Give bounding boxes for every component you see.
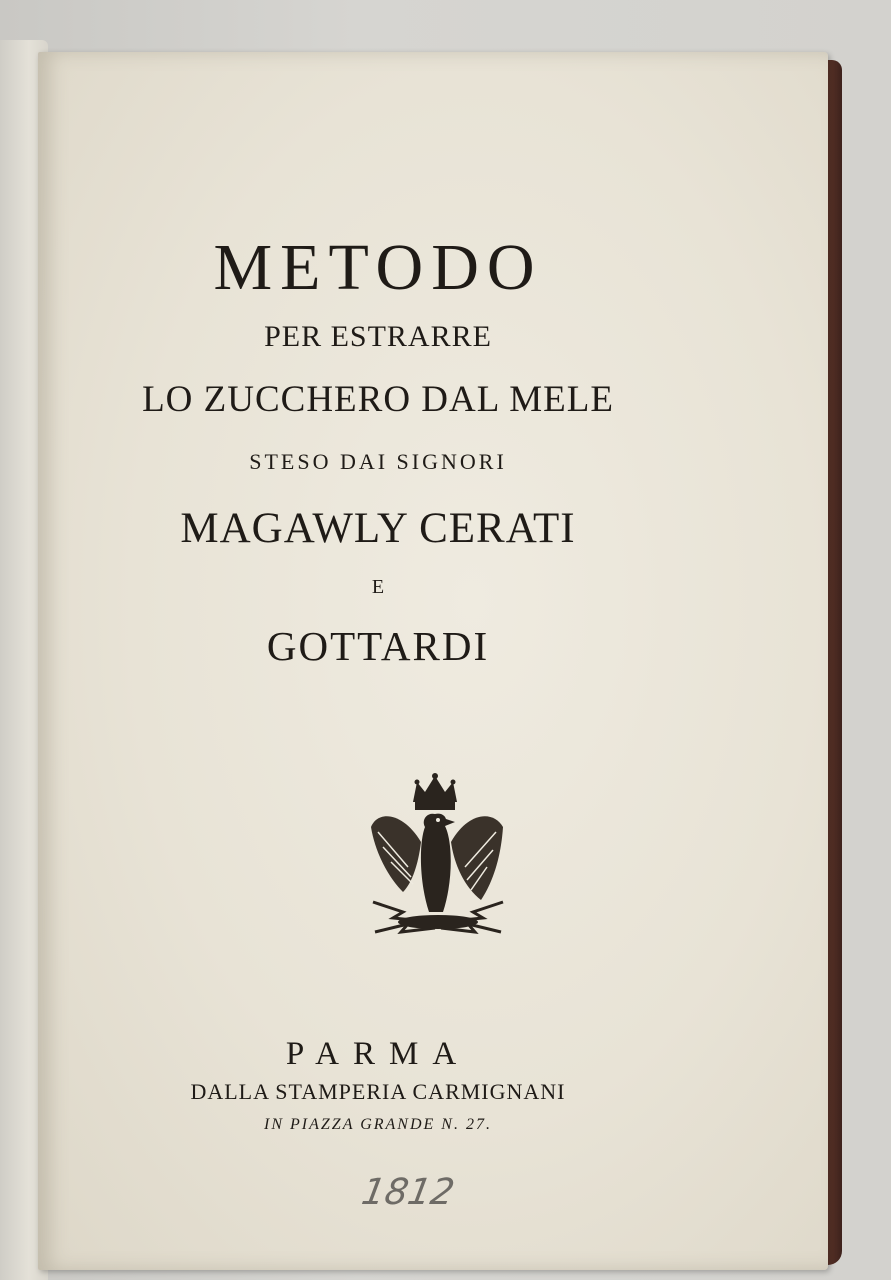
subtitle-line-3: STESO DAI SIGNORI [249, 449, 507, 474]
handwritten-year: 1812 [358, 1172, 458, 1213]
title-page [38, 52, 828, 1270]
book-title: METODO [213, 231, 543, 304]
imprint-address: IN PIAZZA GRANDE N. 27. [264, 1116, 492, 1133]
subtitle-line-2: LO ZUCCHERO DAL MELE [142, 379, 614, 420]
crowned-eagle-icon [363, 772, 513, 952]
authors-line-2: GOTTARDI [266, 623, 490, 669]
authors-line-1: MAGAWLY CERATI [180, 505, 576, 552]
subtitle-line-1: PER ESTRARRE [264, 320, 492, 353]
authors-conjunction: E [371, 576, 385, 598]
imprint-printer: DALLA STAMPERIA CARMIGNANI [190, 1079, 566, 1104]
imprint-city: PARMA [285, 1036, 471, 1072]
